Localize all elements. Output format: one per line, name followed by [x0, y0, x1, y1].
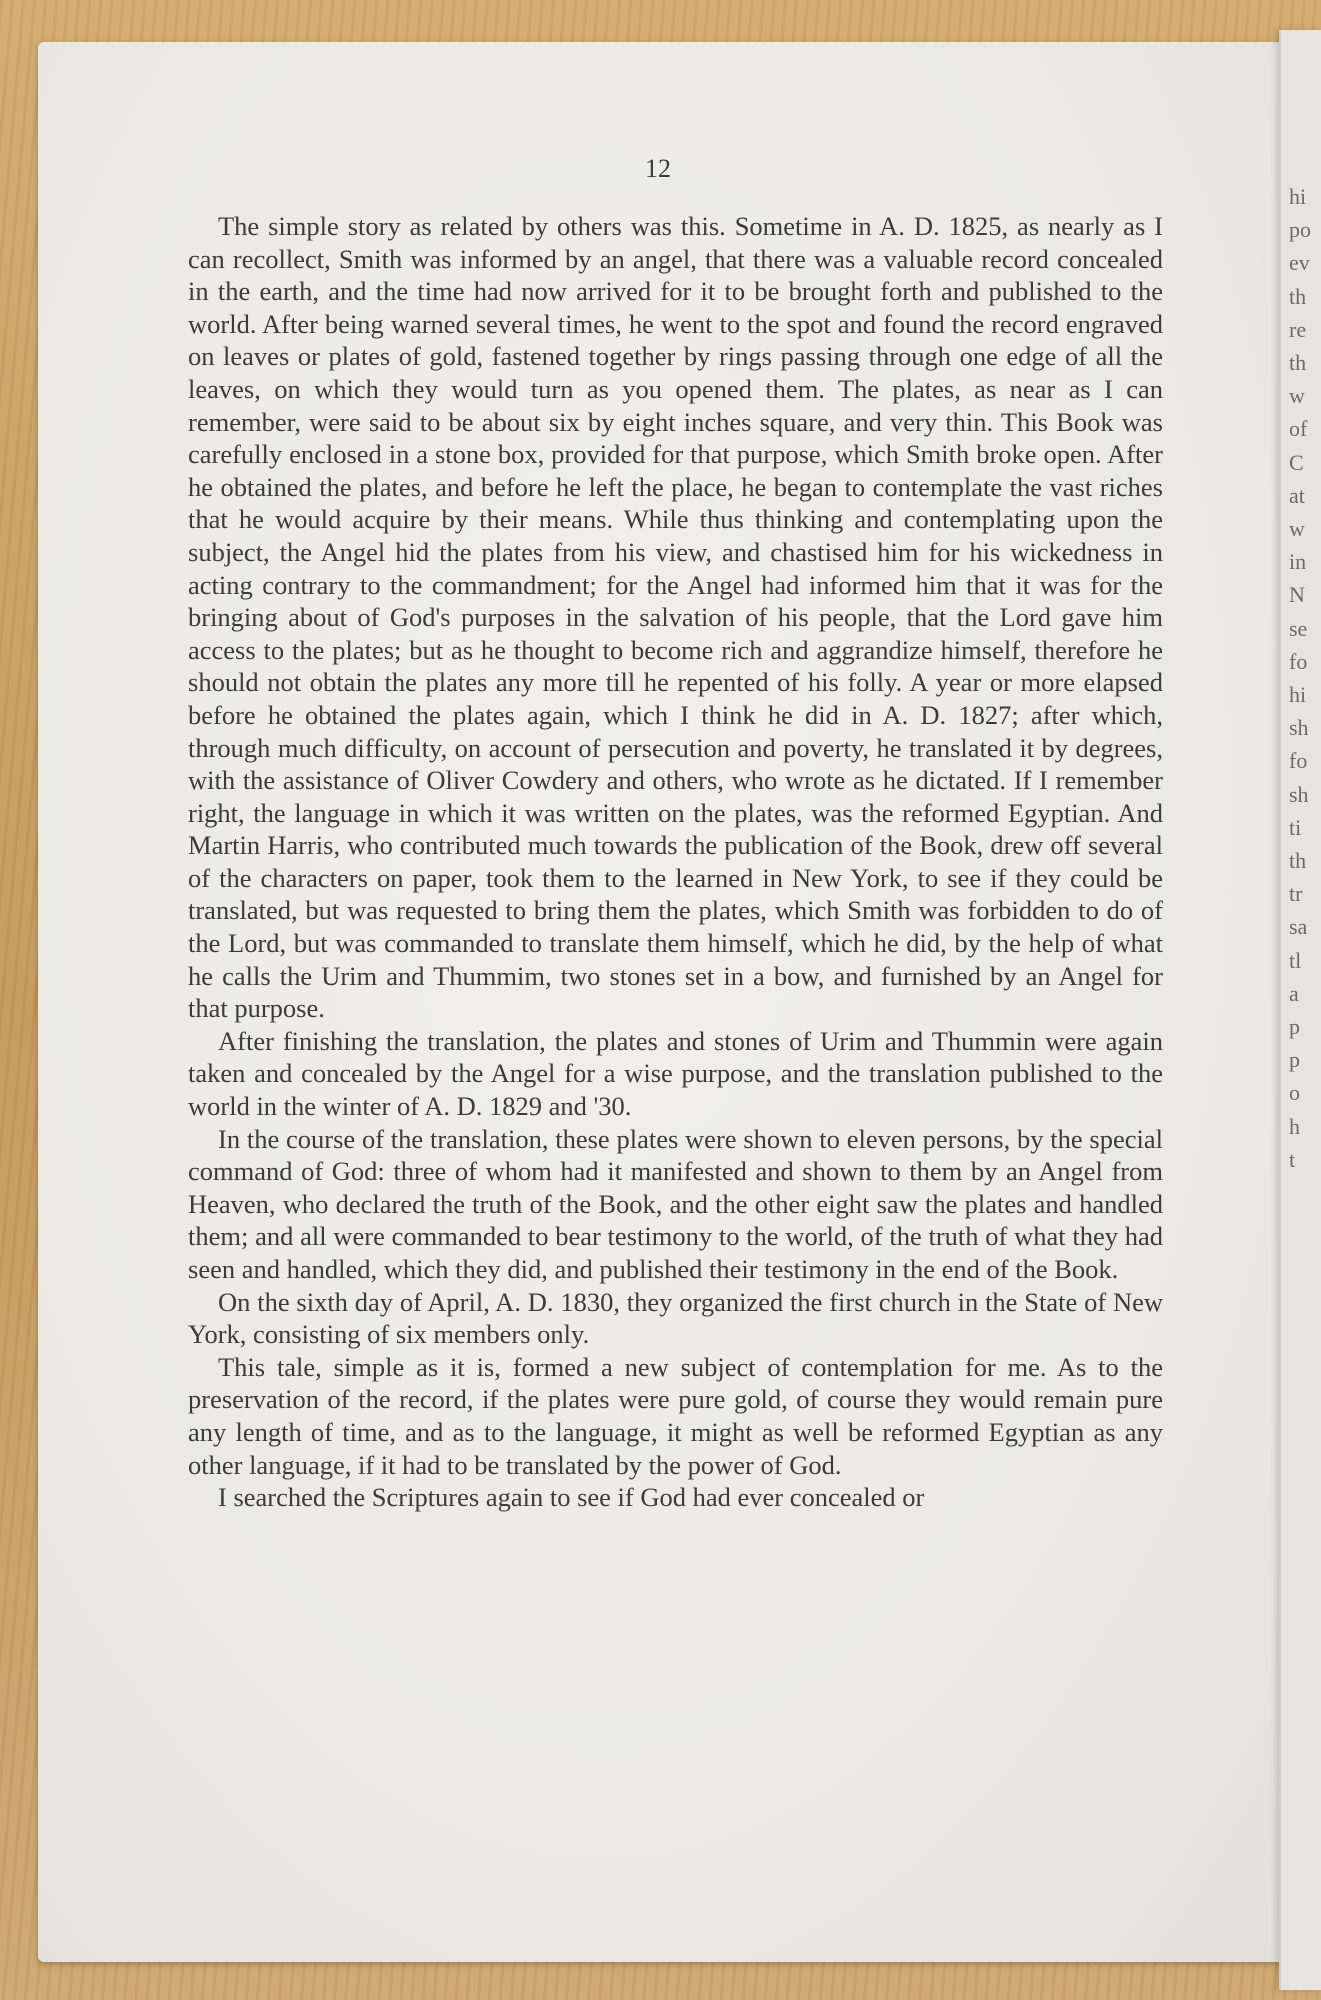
paragraph: I searched the Scriptures again to see if God had ever concealed or	[218, 1482, 925, 1513]
adjacent-page-fragment: se	[1289, 615, 1308, 641]
adjacent-page-fragment: th	[1289, 848, 1307, 873]
adjacent-page-fragment: sh	[1289, 715, 1309, 741]
adjacent-page-fragment: N	[1289, 582, 1305, 608]
adjacent-page-fragment: tr	[1289, 881, 1303, 907]
adjacent-page-fragment: w	[1289, 383, 1305, 409]
adjacent-page-fragment: w	[1289, 516, 1305, 541]
adjacent-page-fragment: hi	[1289, 184, 1307, 209]
paragraph: On the sixth day of April, A. D. 1830, they organized the first church in the State of New York, consisting of six members only.	[188, 1286, 1163, 1350]
adjacent-page-fragment: th	[1289, 350, 1307, 375]
adjacent-page-fragment: a	[1289, 980, 1299, 1006]
adjacent-page-fragment: ti	[1289, 814, 1302, 840]
adjacent-page-fragment: fo	[1289, 748, 1308, 774]
page-number: 12	[645, 154, 671, 183]
adjacent-page-fragment: h	[1289, 1113, 1300, 1139]
adjacent-page-fragment: t	[1289, 1146, 1296, 1172]
adjacent-page-fragment: C	[1289, 449, 1304, 475]
adjacent-page-fragment: hi	[1289, 682, 1307, 707]
paragraph: After finishing the translation, the plates and stones of Urim and Thummin were again taken and concealed by the Angel for a wise purpose, and the translation published to the world in the winter of A. D. 1829 and '30.	[188, 1025, 1163, 1122]
adjacent-page-fragment: re	[1289, 316, 1307, 342]
adjacent-page-fragment: p	[1289, 1014, 1300, 1039]
body-text	[188, 210, 1163, 1514]
paragraph: This tale, simple as it is, formed a new subject of contemplation for me. As to the preservation of the record, if the plates were pure gold, of course they would remain pure any length of time, and as to the language, it might as well be reformed Egyptian as any other language, if it had to be translated by the power of God.	[188, 1351, 1163, 1480]
paragraph: In the course of the translation, these plates were shown to eleven persons, by the special command of God: three of whom had it manifested and shown to them by an Angel from Heaven, who declared the truth of the Book, and the other eight saw the plates and handled them; and all were commanded to bear testimony to the world, of the truth of what they had seen and handled, which they did, and published their testimony in the end of the Book.	[188, 1123, 1163, 1284]
adjacent-page-fragment: tl	[1289, 947, 1302, 973]
adjacent-page-fragment: po	[1289, 217, 1311, 243]
adjacent-page-edge	[1279, 30, 1321, 1990]
adjacent-page-fragment: p	[1289, 1047, 1300, 1073]
paragraph: The simple story as related by others was this. Sometime in A. D. 1825, as nearly as I can recollect, Smith was informed by an angel, that there was a valuable record concealed in the earth, and the time had now arrived for it to be brought forth and published to the world. After being warned several times, he went to the spot and found the record engraved on leaves or plates of gold, fastened together by rings passing through one edge of all the leaves, on which they would turn as you opened them. The plates, as near as I can remember, were said to be about six by eight inches square, and very thin. This Book was carefully enclosed in a stone box, provided for that purpose, which Smith broke open. After he obtained the plates, and before he left the place, he began to contemplate the vast riches that he would acquire by their means. While thus thinking and contemplating upon the subject, the Angel hid the plates from his view, and chastised him for his wickedness in acting contrary to the commandment; for the Angel had informed him that it was for the bringing about of God's purposes in the salvation of his people, that the Lord gave him access to the plates; but as he thought to become rich and aggrandize himself, therefore he should not obtain the plates any more till he repented of his folly. A year or more elapsed before he obtained the plates again, which I think he did in A. D. 1827; after which, through much difficulty, on account of persecution and poverty, he translated it by degrees, with the assistance of Oliver Cowdery and others, who wrote as he dictated. If I remember right, the language in which it was written on the plates, was the reformed Egyptian. And Martin Harris, who contributed much towards the publication of the Book, drew off several of the characters on paper, took them to the learned in New York, to see if they could be translated, but was requested to bring them the plates, which Smith was forbidden to do of the Lord, but was commanded to translate them himself, which he did, by the help of what he calls the Urim and Thummim, two stones set in a bow, and furnished by an Angel for that purpose.	[188, 211, 1163, 1024]
book-page	[38, 42, 1293, 1962]
adjacent-page-fragment: in	[1289, 549, 1307, 575]
adjacent-page-fragment: at	[1289, 482, 1305, 508]
adjacent-page-fragment: of	[1289, 416, 1308, 442]
adjacent-page-fragment: fo	[1289, 648, 1308, 674]
adjacent-page-fragment: th	[1289, 283, 1307, 309]
adjacent-page-fragment: sh	[1289, 781, 1309, 807]
adjacent-page-fragment: ev	[1289, 250, 1310, 276]
adjacent-page-fragment: sa	[1289, 914, 1308, 940]
adjacent-page-fragment: o	[1289, 1080, 1300, 1106]
